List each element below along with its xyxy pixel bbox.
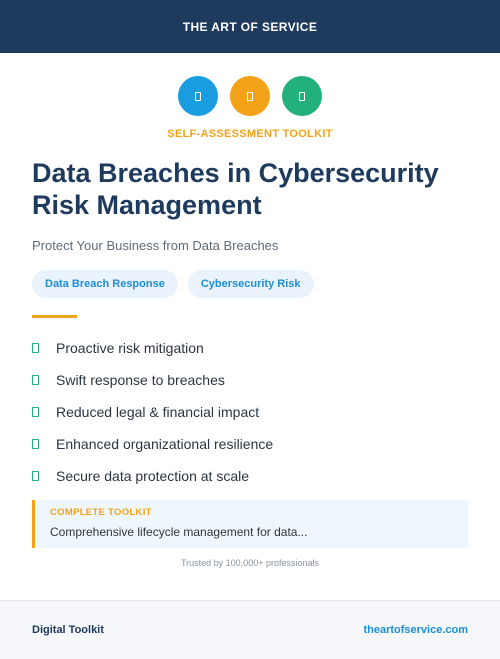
check-icon <box>32 471 39 481</box>
kicker-label: SELF-ASSESSMENT TOOLKIT <box>167 128 333 140</box>
benefit-item <box>32 396 472 428</box>
trust-line: Trusted by 100,000+ professionals <box>180 558 319 568</box>
brand-name: THE ART OF SERVICE <box>182 19 318 34</box>
benefit-text: Reduced legal & financial impact <box>56 404 260 420</box>
benefit-list <box>32 332 472 492</box>
benefit-item <box>32 332 472 364</box>
tag-data-breach-response: Data Breach Response <box>32 270 178 298</box>
doc-glyph-icon <box>195 92 201 101</box>
benefit-text: Swift response to breaches <box>56 372 225 388</box>
footer-bar <box>0 600 500 659</box>
orange-doc-icon <box>230 76 270 116</box>
benefit-item <box>32 364 472 396</box>
doc-glyph-icon <box>247 92 253 101</box>
benefit-text: Enhanced organizational resilience <box>56 436 274 452</box>
header-bar <box>0 0 500 53</box>
check-icon <box>32 439 39 449</box>
check-icon <box>32 407 39 417</box>
blue-doc-icon <box>178 76 218 116</box>
benefit-text: Secure data protection at scale <box>56 468 250 484</box>
footer-label: Digital Toolkit <box>32 624 104 636</box>
doc-glyph-icon <box>299 92 305 101</box>
accent-divider <box>32 315 77 318</box>
check-icon <box>32 375 39 385</box>
green-doc-icon <box>282 76 322 116</box>
toolkit-callout <box>32 500 468 548</box>
benefit-item <box>32 428 472 460</box>
benefit-item <box>32 460 472 492</box>
callout-text: Comprehensive lifecycle management for data... <box>50 525 308 539</box>
tag-cybersecurity-risk: Cybersecurity Risk <box>188 270 314 298</box>
page-subtitle: Protect Your Business from Data Breaches <box>32 238 279 253</box>
tag-list <box>32 270 314 298</box>
callout-label: COMPLETE TOOLKIT <box>50 507 152 518</box>
icon-row <box>0 76 500 116</box>
check-icon <box>32 343 39 353</box>
page-title: Data Breaches in Cybersecurity Risk Management <box>32 158 439 220</box>
website-link[interactable]: theartofservice.com <box>363 624 468 636</box>
benefit-text: Proactive risk mitigation <box>56 340 204 356</box>
